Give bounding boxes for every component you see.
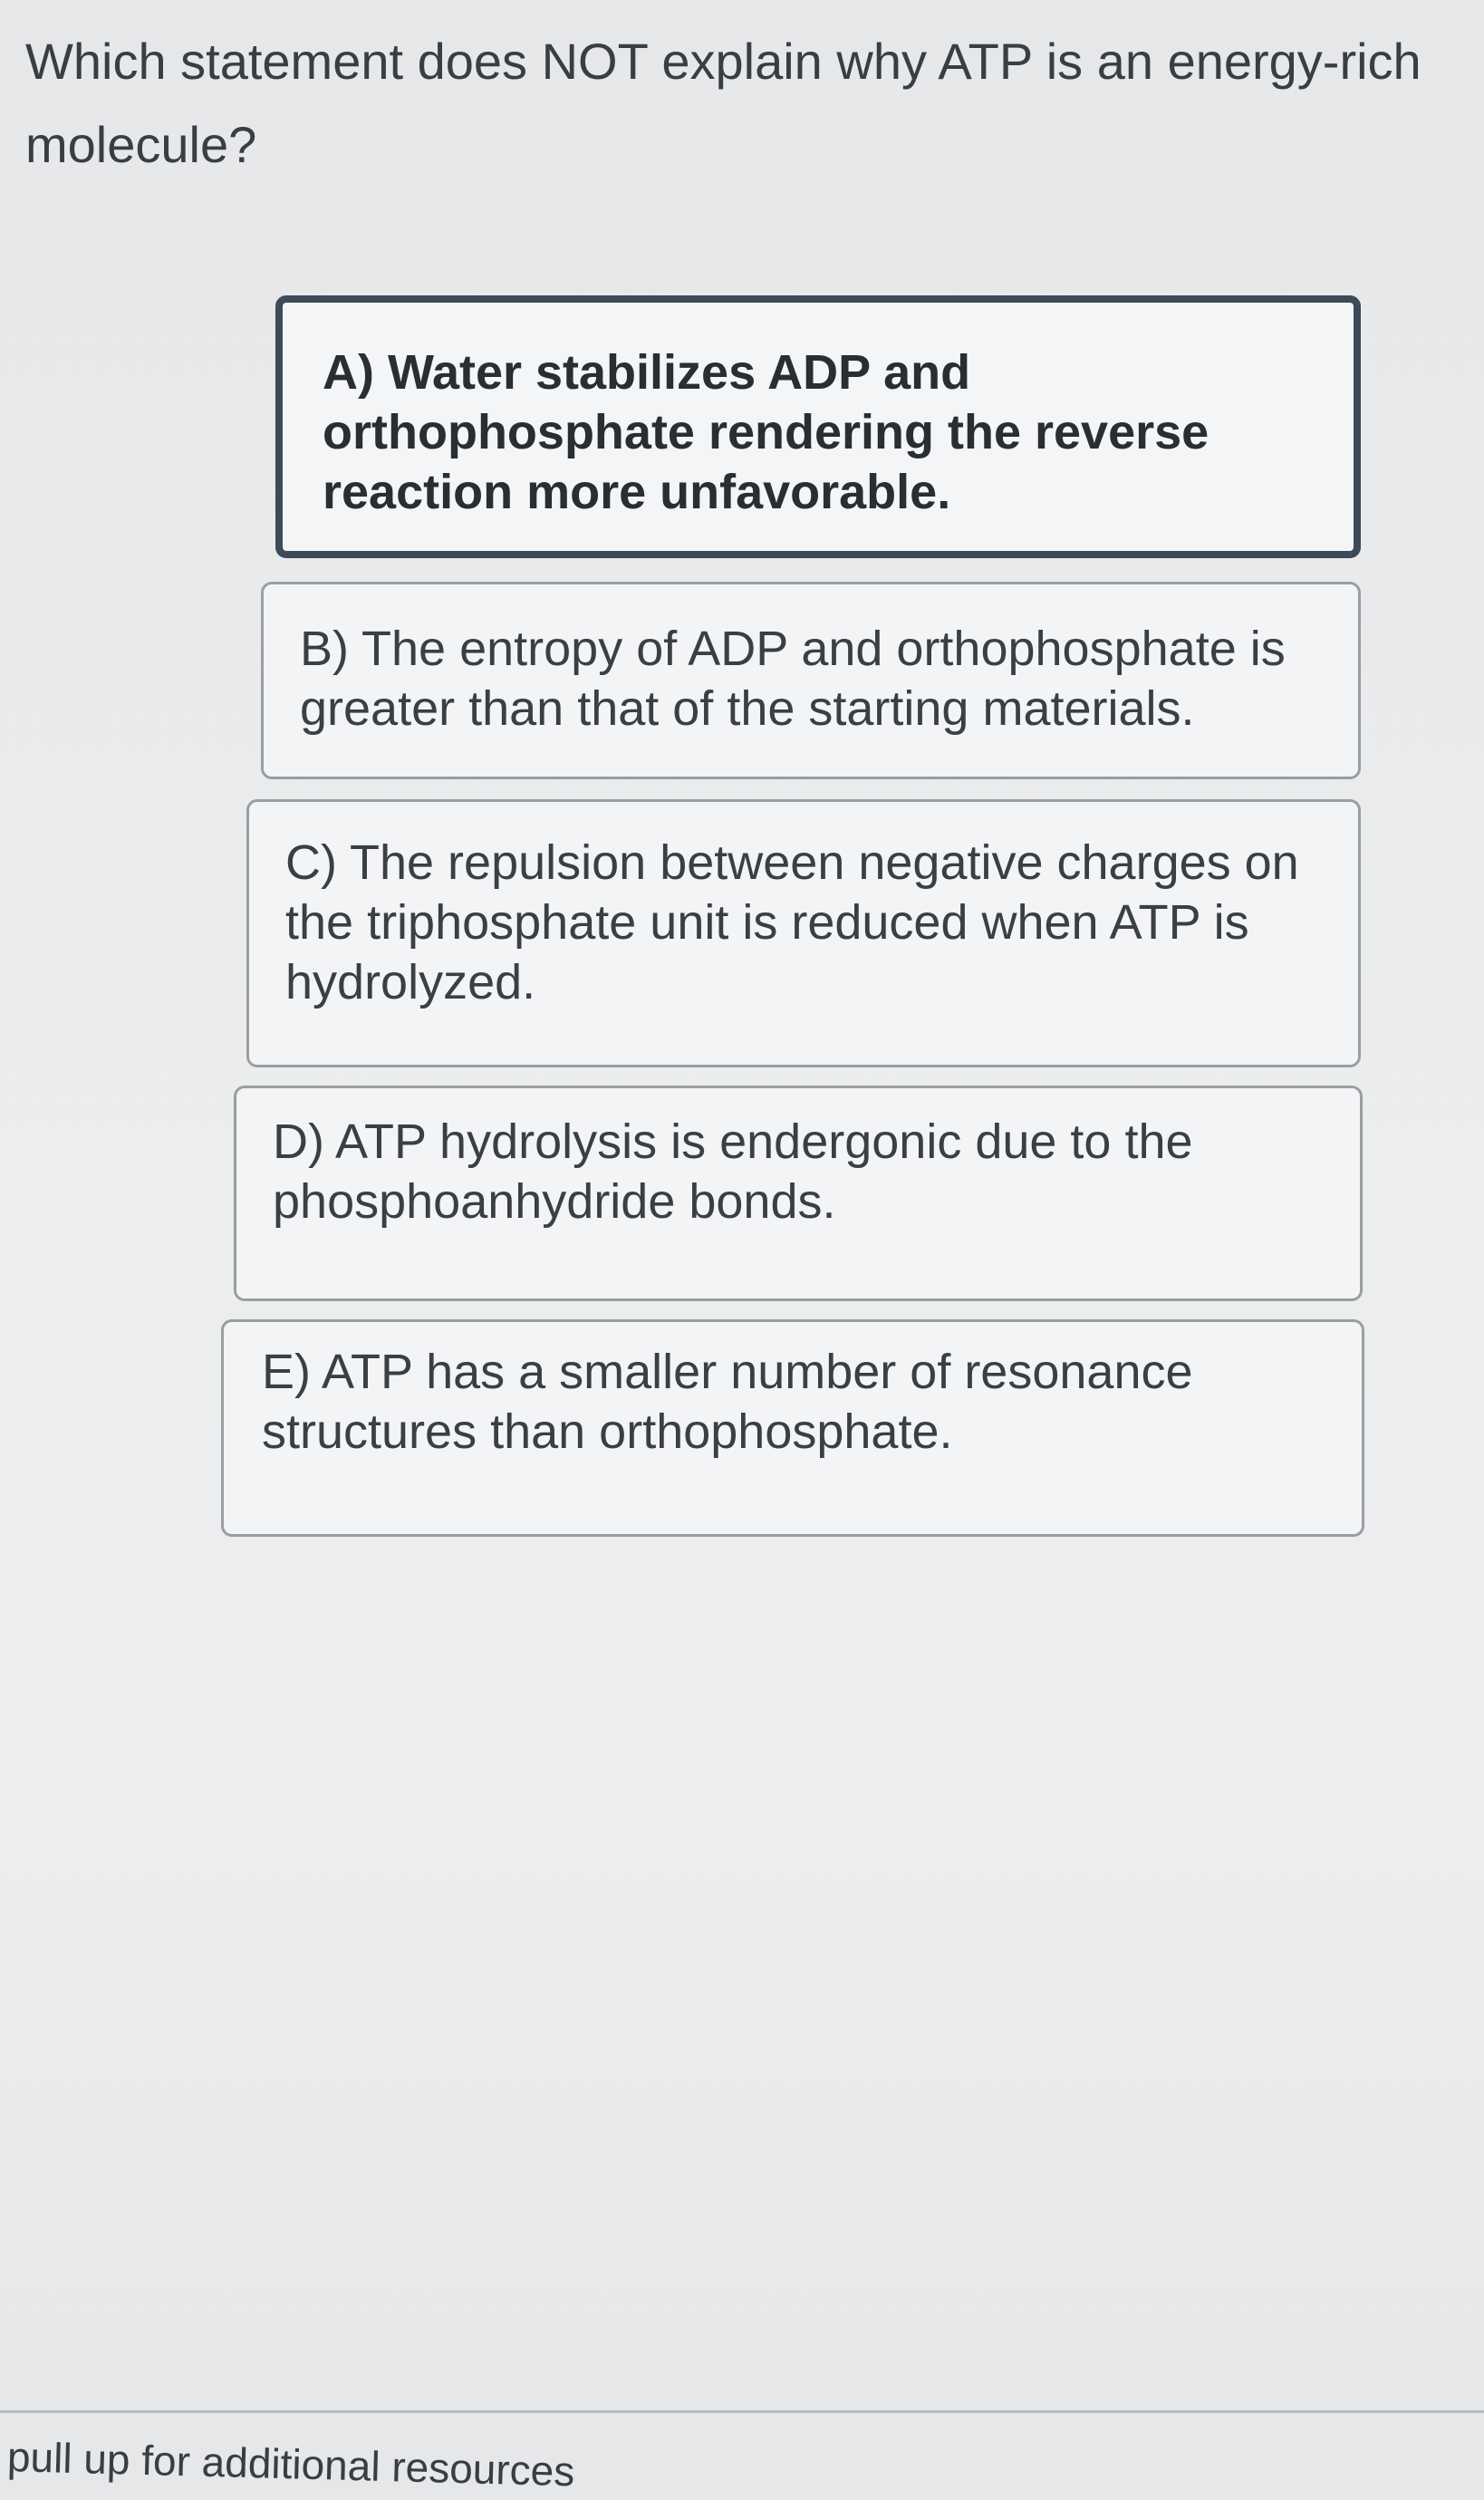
answer-option-c[interactable] <box>246 799 1361 1067</box>
answer-option-b[interactable] <box>261 582 1361 779</box>
question-text: Which statement does NOT explain why ATP is an energy-rich molecule? <box>25 33 1421 173</box>
answer-option-c-label: C) The repulsion between negative charges on the triphosphate unit is reduced when ATP is hydrolyzed. <box>285 835 1299 1009</box>
answer-option-e[interactable] <box>221 1319 1364 1537</box>
additional-resources-pull-tab[interactable] <box>0 2410 1484 2500</box>
additional-resources-label: pull up for additional resources <box>6 2433 575 2495</box>
answer-option-d[interactable] <box>234 1086 1363 1301</box>
answer-option-d-label: D) ATP hydrolysis is endergonic due to the phosphoanhydride bonds. <box>273 1115 1193 1229</box>
answer-option-e-label: E) ATP has a smaller number of resonance structures than orthophosphate. <box>262 1345 1193 1459</box>
answer-option-a-label: A) Water stabilizes ADP and orthophosphate rendering the reverse reaction more unfavorable. <box>323 345 1209 519</box>
answer-option-b-label: B) The entropy of ADP and orthophosphate is greater than that of the starting materials. <box>300 622 1286 736</box>
answer-option-a[interactable] <box>275 295 1361 558</box>
